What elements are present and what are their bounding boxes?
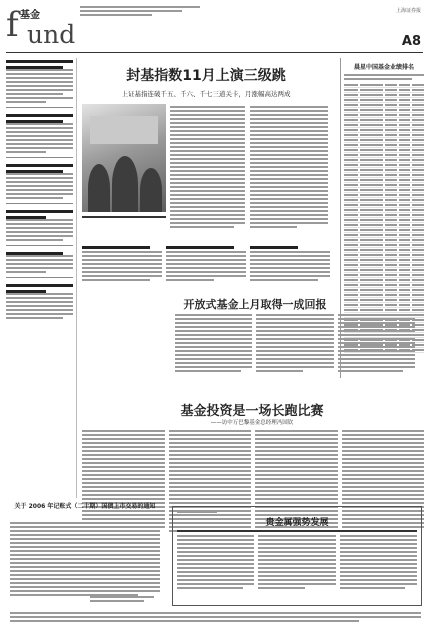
ranking-cell [360,129,383,131]
ranking-cell [344,194,358,196]
ranking-cell [360,264,383,266]
top-article-lower-section [82,222,330,282]
ranking-cell [412,204,424,206]
top-headline: 封基指数11月上演三级跳 [126,68,286,84]
ranking-cell [360,134,383,136]
ranking-cell [344,264,358,266]
ranking-cell [385,179,397,181]
ranking-cell [399,214,411,216]
ranking-cell [385,114,397,116]
ranking-cell [399,234,411,236]
ranking-cell [385,104,397,106]
ad-tag [177,511,217,513]
ranking-cell [344,304,358,306]
ranking-cell [385,229,397,231]
interview-headline: 基金投资是一场长跑比赛 [180,404,324,419]
ranking-cell [412,129,424,131]
article-column [82,430,165,532]
ranking-cell [344,259,358,261]
ranking-cell [360,249,383,251]
ranking-cell [412,249,424,251]
article-column [256,314,333,372]
trading-floor-photo [82,104,166,212]
ranking-cell [344,189,358,191]
ranking-cell [360,219,383,221]
ranking-cell [412,309,424,311]
ranking-cell [385,249,397,251]
ranking-cell [412,164,424,166]
ranking-cell [412,289,424,291]
ranking-cell [344,94,358,96]
ranking-note [344,74,424,80]
bond-notice-body [10,522,160,596]
ranking-cell [344,214,358,216]
ranking-cell [360,254,383,256]
ranking-cell [412,264,424,266]
ranking-cell [385,169,397,171]
ranking-cell [385,129,397,131]
ranking-cell [399,224,411,226]
ranking-cell [385,189,397,191]
divider [6,203,73,204]
ranking-cell [412,199,424,201]
ranking-cell [360,299,383,301]
top-article-column-2 [250,106,328,228]
ranking-cell [412,149,424,151]
brief-headline [6,164,73,173]
ranking-cell [399,109,411,111]
ranking-cell [412,224,424,226]
ranking-cell [399,219,411,221]
ranking-cell [399,304,411,306]
ranking-cell [344,274,358,276]
ad-contact-line [177,530,417,532]
ranking-cell [385,99,397,101]
bond-notice-title: 关于 2006 年记账式（二十期）国债上市交易的通知 [14,503,156,510]
ranking-cell [344,224,358,226]
ranking-cell [399,114,411,116]
ranking-cell [344,104,358,106]
ranking-cell [399,84,411,86]
ranking-cell [360,304,383,306]
ranking-title: 晨星中国基金业绩排名 [353,64,414,71]
ranking-cell [344,99,358,101]
ranking-cell [399,89,411,91]
ranking-cell [385,154,397,156]
ranking-cell [344,209,358,211]
paper-name: 上海证券报 [395,8,421,14]
ranking-cell [412,234,424,236]
ranking-cell [360,274,383,276]
ranking-cell [344,269,358,271]
ranking-cell [412,94,424,96]
ranking-cell [385,264,397,266]
page-number: A8 [401,34,421,49]
ranking-cell [360,104,383,106]
masthead-rule [6,52,423,53]
ranking-cell [412,244,424,246]
ranking-cell [360,294,383,296]
ranking-cell [344,159,358,161]
ranking-cell [385,174,397,176]
brief-headline [6,210,73,219]
masthead [0,0,429,54]
ranking-cell [385,119,397,121]
ranking-cell [399,104,411,106]
ranking-cell [360,169,383,171]
ranking-cell [399,164,411,166]
ranking-cell [412,189,424,191]
masthead-contact-info [80,6,200,16]
lower-column [166,246,246,281]
ranking-cell [360,94,383,96]
ranking-cell [360,154,383,156]
ranking-cell [399,144,411,146]
ranking-cell [412,254,424,256]
interview-subheadline: ——访中万巴黎基金总经理冯国钦 [210,420,294,426]
ranking-cell [399,129,411,131]
brief-headline [6,114,73,123]
ranking-cell [360,184,383,186]
ranking-cell [412,304,424,306]
ranking-cell [399,274,411,276]
ranking-cell [399,264,411,266]
ad-column [340,535,417,589]
ranking-cell [412,214,424,216]
ranking-cell [360,119,383,121]
ranking-cell [344,179,358,181]
ranking-cell [399,249,411,251]
article-column [338,314,415,372]
ranking-cell [385,269,397,271]
ranking-cell [360,284,383,286]
ranking-cell [385,224,397,226]
photo-caption [82,216,166,218]
ranking-cell [399,244,411,246]
brief-body [6,123,73,153]
ranking-cell [360,224,383,226]
ranking-cell [360,109,383,111]
ranking-cell [399,254,411,256]
ranking-cell [344,234,358,236]
ranking-cell [385,219,397,221]
ranking-cell [344,144,358,146]
ranking-cell [412,109,424,111]
ranking-cell [385,89,397,91]
ranking-cell [399,284,411,286]
ranking-cell [385,124,397,126]
ranking-cell [385,294,397,296]
ranking-cell [344,119,358,121]
ranking-cell [360,259,383,261]
article-column [175,314,252,372]
ranking-cell [344,174,358,176]
ranking-cell [385,149,397,151]
precious-metals-ad [172,506,422,606]
ranking-cell [399,204,411,206]
ranking-cell [360,244,383,246]
ranking-cell [412,209,424,211]
ranking-cell [399,94,411,96]
ranking-cell [412,89,424,91]
top-article-column-1 [170,106,245,228]
ranking-cell [399,294,411,296]
ranking-cell [399,309,411,311]
ranking-cell [360,229,383,231]
ranking-cell [360,149,383,151]
section-name: 基金 [20,10,40,21]
ranking-cell [344,284,358,286]
ranking-cell [399,169,411,171]
ranking-cell [385,274,397,276]
ranking-cell [360,114,383,116]
ranking-cell [360,174,383,176]
ranking-cell [399,259,411,261]
ranking-cell [412,194,424,196]
ranking-cell [412,139,424,141]
ranking-cell [360,99,383,101]
ranking-cell [385,254,397,256]
ranking-cell [412,284,424,286]
ranking-cell [344,149,358,151]
ranking-cell [399,194,411,196]
ranking-cell [385,204,397,206]
ranking-cell [344,139,358,141]
ranking-cell [360,209,383,211]
ranking-cell [412,124,424,126]
lower-column [250,246,330,281]
bond-notice-signature [90,596,154,602]
left-news-column [6,58,77,498]
ranking-cell [399,174,411,176]
ranking-cell [360,179,383,181]
ad-column [258,535,335,589]
ranking-cell [360,124,383,126]
ranking-cell [399,279,411,281]
divider [6,245,73,246]
ranking-cell [399,199,411,201]
ranking-cell [344,164,358,166]
ranking-cell [385,259,397,261]
ranking-cell [360,289,383,291]
ranking-cell [412,144,424,146]
ranking-cell [360,239,383,241]
ranking-cell [399,209,411,211]
ranking-cell [360,279,383,281]
ranking-cell [344,129,358,131]
ranking-cell [344,169,358,171]
ranking-cell [385,289,397,291]
ranking-cell [344,84,358,86]
divider [6,107,73,108]
brief-body [6,255,73,273]
ranking-cell [385,299,397,301]
ranking-cell [399,179,411,181]
ranking-cell [399,119,411,121]
ranking-cell [399,229,411,231]
ranking-cell [399,99,411,101]
brief-body [6,219,73,241]
ranking-cell [412,229,424,231]
ranking-cell [360,214,383,216]
ranking-cell [344,254,358,256]
ranking-cell [399,134,411,136]
ad-column [177,535,254,589]
ranking-cell [385,184,397,186]
ranking-cell [344,199,358,201]
ranking-cell [412,269,424,271]
ranking-cell [399,289,411,291]
ranking-cell [412,239,424,241]
ranking-cell [399,299,411,301]
ranking-cell [360,159,383,161]
ranking-cell [344,289,358,291]
ranking-cell [412,119,424,121]
brief-body [6,293,73,319]
ranking-cell [399,184,411,186]
section-logo-letter: f [6,5,19,45]
ranking-cell [412,154,424,156]
ranking-cell [360,309,383,311]
top-subheadline: 上证基指连破千五、千六、千七三道关卡，月涨幅高达两成 [121,90,291,98]
ranking-cell [412,134,424,136]
ranking-cell [412,294,424,296]
ranking-cell [385,234,397,236]
ranking-cell [344,124,358,126]
ranking-cell [385,239,397,241]
ranking-cell [344,239,358,241]
ranking-cell [385,159,397,161]
divider [6,157,73,158]
ranking-cell [399,189,411,191]
ranking-cell [385,214,397,216]
ranking-cell [344,309,358,311]
ranking-cell [385,134,397,136]
ranking-cell [344,89,358,91]
ranking-cell [344,204,358,206]
ranking-cell [399,269,411,271]
ranking-cell [385,139,397,141]
ranking-cell [344,154,358,156]
ranking-cell [360,204,383,206]
ranking-cell [385,284,397,286]
ranking-cell [344,299,358,301]
ranking-cell [385,279,397,281]
ranking-rows [344,83,424,353]
ranking-cell [344,134,358,136]
ranking-cell [344,109,358,111]
ranking-cell [412,169,424,171]
ranking-cell [399,159,411,161]
divider [6,277,73,278]
ranking-cell [385,304,397,306]
ranking-cell [385,164,397,166]
ranking-cell [412,274,424,276]
ad-title: 贵金属强势发展 [265,518,329,528]
ranking-cell [344,249,358,251]
ranking-cell [360,89,383,91]
ranking-cell [412,179,424,181]
ranking-cell [344,184,358,186]
ranking-cell [344,219,358,221]
ranking-cell [412,184,424,186]
ranking-cell [360,189,383,191]
ranking-cell [412,299,424,301]
brief-headline [6,60,73,69]
ranking-cell [344,114,358,116]
ranking-cell [344,229,358,231]
ranking-cell [360,84,383,86]
brief-body [6,173,73,199]
ranking-cell [360,194,383,196]
ranking-cell [412,104,424,106]
open-fund-headline: 开放式基金上月取得一成回报 [183,298,327,311]
ranking-cell [344,244,358,246]
ranking-cell [385,199,397,201]
ranking-cell [399,149,411,151]
ranking-cell [412,84,424,86]
ranking-cell [399,139,411,141]
ranking-cell [385,194,397,196]
ranking-cell [412,279,424,281]
brief-headline [6,284,73,293]
ranking-cell [360,144,383,146]
ranking-cell [385,244,397,246]
ranking-cell [360,234,383,236]
lower-column [82,246,162,281]
ranking-cell [360,139,383,141]
ranking-cell [385,94,397,96]
brief-body [6,69,73,103]
ranking-cell [412,219,424,221]
ranking-cell [412,259,424,261]
ranking-cell [360,164,383,166]
ranking-cell [344,279,358,281]
ranking-cell [385,309,397,311]
ranking-cell [399,124,411,126]
ranking-cell [412,159,424,161]
ranking-cell [344,294,358,296]
ranking-cell [412,174,424,176]
ranking-cell [412,114,424,116]
ranking-cell [385,109,397,111]
footer-disclaimer [10,612,421,622]
ranking-cell [399,239,411,241]
ranking-cell [412,99,424,101]
ranking-cell [360,269,383,271]
ranking-cell [385,144,397,146]
ranking-cell [360,199,383,201]
ranking-cell [385,209,397,211]
ranking-cell [399,154,411,156]
open-fund-article [175,314,415,384]
ranking-cell [385,84,397,86]
section-logo-rest: und [27,20,76,49]
